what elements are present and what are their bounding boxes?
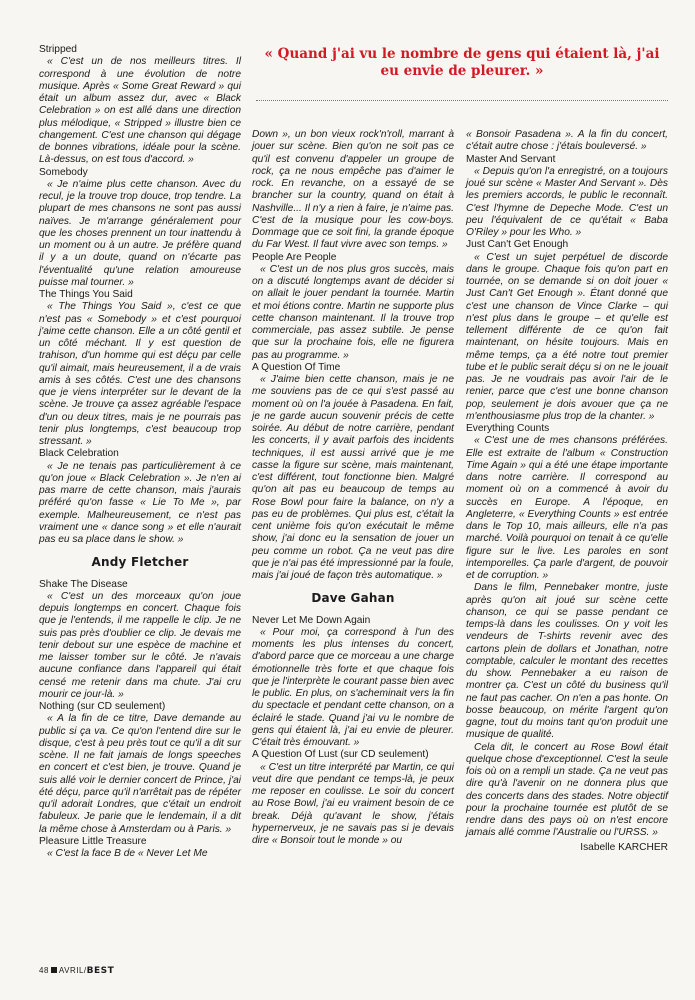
song-title: Master And Servant [466,153,556,165]
author-signature: Isabelle KARCHER [580,841,668,853]
issue-month: AVRIL/ [58,966,87,975]
paragraph: « C'est un de nos meilleurs titres. Il correspond à une évolution de notre musique. Après « Some Great Reward » qui était un album assez dur, avec « Black Celebration » on est allé dans une direction plus mélodique, « Stripped » illustre bien ce changement. C'est une chanson qui dégage de bonnes vibrations, idéale pour la scène. Là-dessus, on est tous d'accord. » [39,56,241,166]
section-heading: Andy Fletcher [91,555,189,570]
song-title: A Question Of Lust (sur CD seulement) [252,749,429,761]
paragraph: « C'est un des morceaux qu'on joue depuis longtemps en concert. Chaque fois que je l'entends, il me rappelle le clip. Je ne suis pas près d'oublier ce clip. Je devais me tenir debout sur une espèce de machine et me laisser tomber sur le côté. Je n'avais aucune confiance dans l'appareil qui était censé me retenir dans ma chute. J'ai cru mourir ce jour-là. » [39,590,241,700]
paragraph: « Bonsoir Pasadena ». A la fin du concert, c'était autre chose : j'étais bouleversé. » [466,129,668,153]
paragraph: « J'aime bien cette chanson, mais je ne me souviens pas de ce qui s'est passé au moment où on l'a jouée à Pasadena. En fait, je ne garde aucun souvenir précis de cette soirée. Au début de notre carrière, pendant les concerts, il y avait parfois des incidents techniques, il est aussi arrivé que je me casse la figure sur scène, mais maintenant, c'est différent, tout fonctionne bien. Malgré qu'on ait pas eu beaucoup de temps au Rose Bowl pour faire la balance, on n'y a pas eu de problèmes. Qui plus est, c'était la cent unième fois qu'on exécutait le même show, j'ai donc eu la sensation de jouer un peu comme un robot. Ça ne veut pas dire que je n'ai pas été impressionné par la foule, mais j'ai joué de façon très automatique. » [252,374,454,581]
paragraph: « C'est un de nos plus gros succès, mais on a discuté longtemps avant de décider si on allait le jouer pendant la tournée. Martin et moi étions contre. Martin ne supporte plus cette chanson maintenant. Il la trouve trop commerciale, pas assez subtile. Je pense que sur la prochaine fois, elle ne figurera pas au programme. » [252,263,454,361]
paragraph: Cela dit, le concert au Rose Bowl était quelque chose d'exceptionnel. C'est la seule fois où on a rempli un stade. Ça ne veut pas dire qu'à l'avenir on ne donnera plus que des concerts dans des stades. Notre objectif pour la prochaine tournée est plutôt de se rendre dans des pays où on n'est encore jamais allé comme l'Australie ou l'URSS. » [466,741,668,839]
song-title: Nothing (sur CD seulement) [39,701,166,712]
paragraph: « Je ne tenais pas particulièrement à ce qu'on joue « Black Celebration ». Je n'en ai pas marre de cette chanson, mais j'aurais préféré qu'on fasse « Lie To Me », par exemple. Malheureusement, ce n'est pas vraiment une « dance song » et elle n'aurait pas eu sa place dans le show. » [39,460,241,545]
song-title: People Are People [252,251,337,263]
paragraph: « A la fin de ce titre, Dave demande au public si ça va. Ce qu'on l'entend dire sur le disque, c'est à peu près tout ce qu'il a dit sur scène. Il ne fait jamais de longs speeches en concert et c'est bien, je trouve. Quand je suis allé voir le dernier concert de Prince, j'ai été déçu, parce qu'il n'arrêtait pas de répéter qu'il adorait Londres, que c'était un endroit fabuleux. Je parie que le lendemain, il a dit la même chose à Amsterdam ou à Paris. » [39,713,241,835]
paragraph: « Depuis qu'on l'a enregistré, on a toujours joué sur scène « Master And Servant ». Dès les premiers accords, le public le reconnaît. C'est l'hymne de Depeche Mode. C'est un peu l'équivalent de ce qu'était « Baba O'Riley » pour les Who. » [466,165,668,238]
song-title: Shake The Disease [39,578,128,590]
song-title: Stripped [39,44,77,55]
song-title: A Question Of Time [252,361,341,373]
page-footer [39,966,114,976]
page-number: 48 [39,966,49,975]
article-column-2 [252,129,454,847]
article-column-3 [466,129,668,854]
paragraph: « Je n'aime plus cette chanson. Avec du recul, je la trouve trop douce, trop tendre. La plupart de mes chansons ne sont pas aussi naïves. Je m'arrange généralement pour que les choses prennent un tour inattendu à un moment ou à un autre. Je préfère quand il y a un doute, quand on n'écarte pas l'éventualité qu'une relation amoureuse puisse mal tourner. » [39,178,241,288]
paragraph: « C'est un titre interprété par Martin, ce qui veut dire que pendant ce temps-là, je peux me reposer en coulisse. Le soir du concert au Rose Bowl, j'ai eu vraiment besoin de ce break. Déjà qu'avant le show, j'étais hypernerveux, je ne savais pas si je devais dire « Bonsoir tout le monde » ou [252,761,454,846]
paragraph: « C'est une de mes chansons préférées. Elle est extraite de l'album « Construction Time Again » qui a été une étape importante dans notre carrière. Il correspond au moment où on a commencé à avoir du succès en Europe. A l'époque, en Angleterre, « Everything Counts » est entrée dans le Top 10, mais ailleurs, elle n'a pas marché. Voilà pourquoi on tenait à ce qu'elle figure sur le live. Les paroles en sont intemporelles. Ça parle d'argent, de pouvoir et de corruption. » [466,435,668,581]
paragraph: Dans le film, Pennebaker montre, juste après qu'on ait joué sur scène cette chanson, ce qui se passe pendant ce temps-là dans les coulisses. On y voit les vendeurs de T-shirts revenir avec des cartons plein de dollars et Jonathan, notre comptable, calculer le montant des recettes du show. Pennebaker a eu raison de montrer ça. C'est un côté du business qu'il ne faut pas cacher. On n'en a pas honte. On bosse beaucoup, on mérite l'argent qu'on gagne, tout du moins tant qu'on produit une musique de qualité. [466,582,668,741]
song-title: Just Can't Get Enough [466,239,569,251]
song-title: Pleasure Little Treasure [39,835,147,847]
paragraph: Down », un bon vieux rock'n'roll, marrant à jouer sur scène. Bien qu'on ne soit pas ce qu'il est convenu d'appeler un groupe de rock, ça ne nous empêche pas d'aimer le rock. En revanche, on a essayé de se brancher sur la country, quand on était à Nashville... Il n'y a rien à faire, je n'aime pas. C'est de la musique pour les cow-boys. Dommage que ce soit fini, la grande époque du Far West. Il faut vivre avec son temps. » [252,129,454,251]
magazine-name: BEST [86,966,115,976]
song-title: The Things You Said [39,289,133,300]
paragraph: « C'est la face B de « Never Let Me [47,848,208,859]
square-bullet-icon [51,967,57,973]
section-heading: Dave Gahan [311,591,395,606]
paragraph: « The Things You Said », c'est ce que n'est pas « Somebody » et c'est pourquoi j'aime cette chanson. Elle a un côté gentil et un côté méchant. Il y est question de trahison, d'un homme qui est déçu par celle qu'il aimait, mais heureusement, il a de vrais amis à ses côtés. C'est une des chansons que je viens interpréter sur le devant de la scène. Je trouve ça assez agréable l'espace d'un ou deux titres, mais je ne pourrais pas tenir plus longtemps, c'est beaucoup trop stressant. » [39,301,241,447]
song-title: Somebody [39,166,88,178]
song-title: Never Let Me Down Again [252,614,371,626]
article-column-1 [39,44,241,860]
pull-quote: « Quand j'ai vu le nombre de gens qui étaient là, j'ai eu envie de pleurer. » [264,46,660,79]
pull-quote-divider [256,100,668,101]
song-title: Black Celebration [39,448,119,460]
song-title: Everything Counts [466,423,550,434]
paragraph: « C'est un sujet perpétuel de discorde dans le groupe. Chaque fois qu'on part en tournée, on se demande si on doit jouer « Just Can't Get Enough ». Étant donné que c'est une chanson de Vince Clarke – qui n'est plus dans le groupe – et qu'elle est tellement différente de ce qu'on fait maintenant, on hésite toujours. Mais en même temps, ça a été notre tout premier tube et le public serait déçu si on ne le jouait pas. Je ne voudrais pas avoir l'air de le renier, parce que c'est une bonne chanson pop, seulement je dois avouer que ça ne m'enthousiasme plus trop de la chanter. » [466,251,668,422]
paragraph: « Pour moi, ça correspond à l'un des moments les plus intenses du concert, d'abord parce que ce morceau a une charge émotionnelle très forte et que chaque fois que je l'interprète le courant passe bien avec le public. En plus, on s'acheminait vers la fin du spectacle et pendant cette chanson, on a éclairé le stade. Quand j'ai vu le nombre de gens qui étaient là, j'ai eu envie de pleurer. C'était très émouvant. » [252,626,454,748]
